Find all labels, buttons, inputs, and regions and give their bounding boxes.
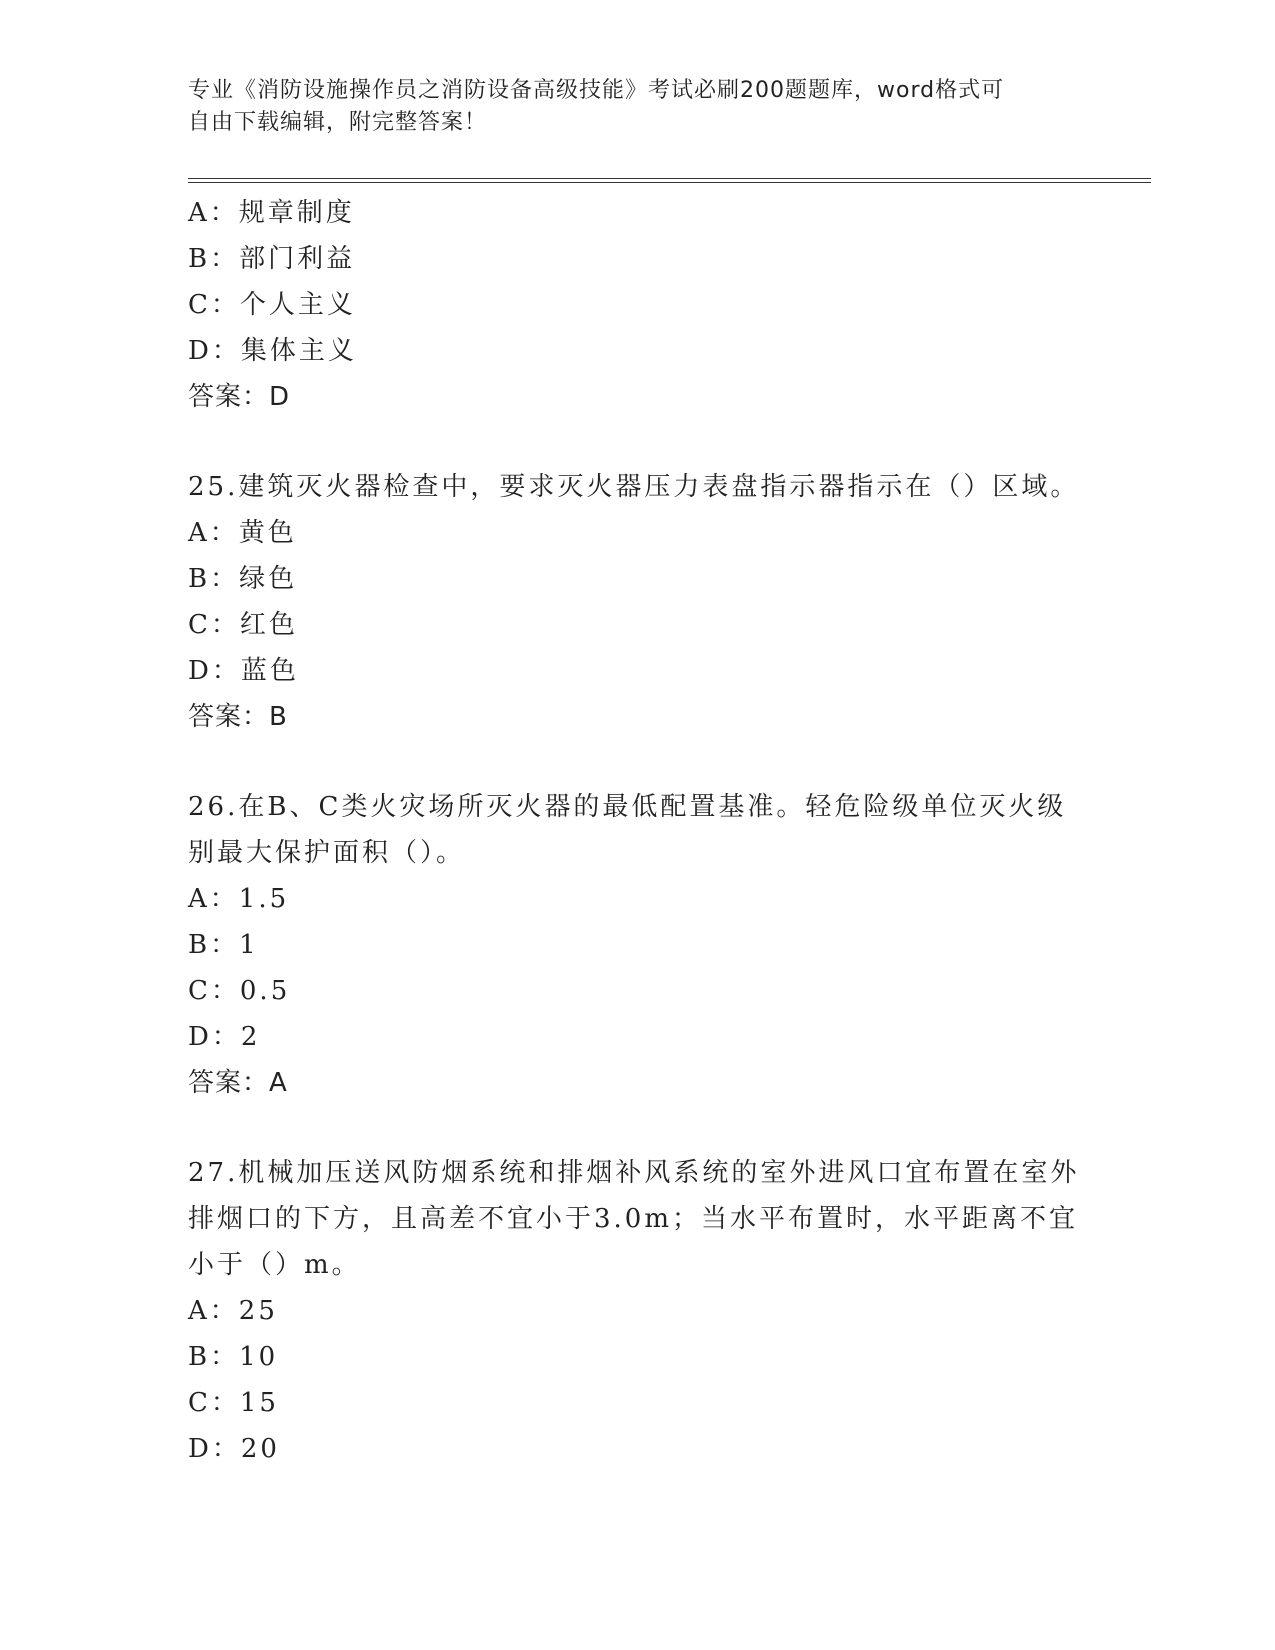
option-d: D：20 [188, 1434, 280, 1464]
option-a: A：1.5 [188, 884, 290, 914]
question-26-text-line-1: 26.在B、C类火灾场所灭火器的最低配置基准。轻危险级单位灭火级 [188, 792, 1067, 822]
question-27-text-line-2: 排烟口的下方，且高差不宜小于3.0m；当水平布置时，水平距离不宜 [188, 1204, 1079, 1234]
document-header [188, 75, 1068, 139]
question-27-text-line-1: 27.机械加压送风防烟系统和排烟补风系统的室外进风口宜布置在室外 [188, 1158, 1080, 1188]
answer-line: 答案：D [188, 382, 291, 412]
question-26-block [188, 784, 1088, 1106]
option-d: D：2 [188, 1022, 261, 1052]
option-d: D：蓝色 [188, 656, 299, 686]
answer-line: 答案：A [188, 1068, 288, 1098]
header-line-1: 专业《消防设施操作员之消防设备高级技能》考试必刷200题题库，word格式可 [188, 78, 1005, 103]
question-27-block [188, 1150, 1088, 1472]
spacer [188, 1106, 1088, 1150]
option-b: B：10 [188, 1342, 279, 1372]
spacer [188, 740, 1088, 784]
option-c: C：15 [188, 1388, 279, 1418]
question-25-block [188, 464, 1088, 740]
option-a: A：规章制度 [188, 198, 355, 228]
option-c: C：0.5 [188, 976, 291, 1006]
option-d: D：集体主义 [188, 336, 357, 366]
option-c: C：个人主义 [188, 290, 356, 320]
spacer [188, 420, 1088, 464]
option-c: C：红色 [188, 610, 298, 640]
option-a: A：25 [188, 1296, 278, 1326]
option-b: B：绿色 [188, 564, 298, 594]
question-26-text-line-2: 别最大保护面积（）。 [188, 838, 466, 868]
header-line-2: 自由下载编辑，附完整答案！ [188, 110, 488, 135]
question-list [188, 190, 1088, 1472]
option-b: B：部门利益 [188, 244, 356, 274]
header-divider [188, 178, 1151, 183]
prev-question-block [188, 190, 1088, 420]
question-27-text-line-3: 小于（）m。 [188, 1250, 361, 1280]
question-25-text: 25.建筑灭火器检查中，要求灭火器压力表盘指示器指示在（）区域。 [188, 472, 1080, 502]
option-a: A：黄色 [188, 518, 297, 548]
answer-line: 答案：B [188, 702, 288, 732]
option-b: B：1 [188, 930, 259, 960]
